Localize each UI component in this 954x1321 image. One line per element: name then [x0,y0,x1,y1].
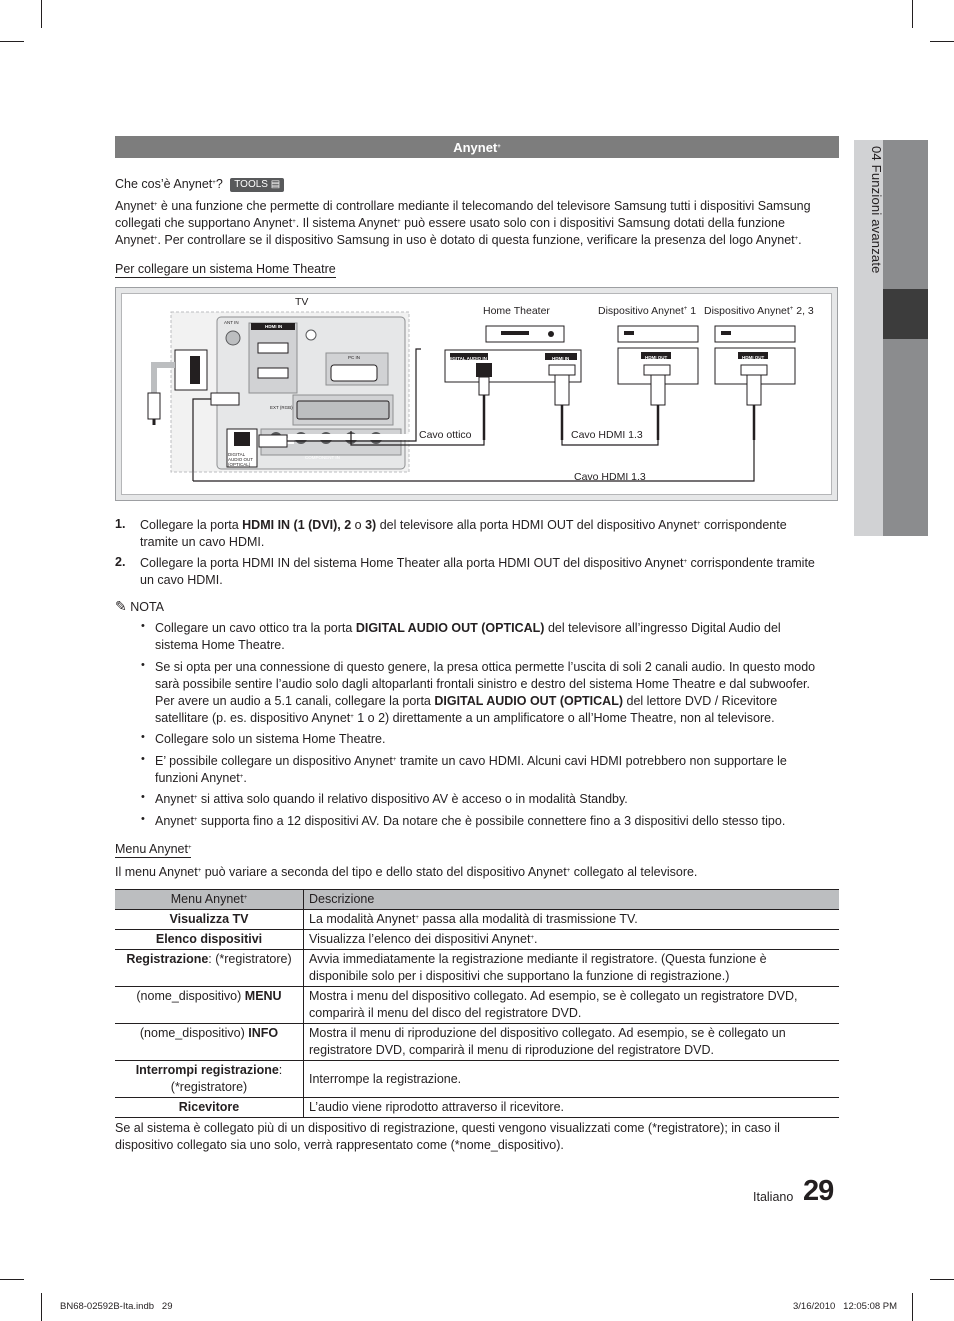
note-item: Collegare solo un sistema Home Theatre. [155,732,386,746]
chapter-label: 04 Funzioni avanzate [869,146,884,274]
tv-hdmi-block [249,323,297,393]
hdmi-plug [148,393,160,419]
note-item: Se si opta per una connessione di questo genere, la presa ottica permette l’uscita di soli 2 canali audio. In questo modo sarà possibile sentire l’audio solo dagli altoparlanti frontali sinistro e destro del sistema Home Theatre e dal subwoofer. Per avere un audio a 5.1 canali, collegare la porta DIGITAL AUDIO OUT (OPTICAL) del lettore DVD / Ricevitore satellitare (p. es. dispositivo Anynet+ 1 o 2) direttamente a un amplificatore o all’Home Theatre, non al televisore. [155,660,816,725]
footer-file: BN68-02592B-Ita.indb 29 [60,1301,173,1312]
page-number: 29 [803,1175,834,1207]
label-device-1: Dispositivo Anynet+ 1 [598,305,697,317]
tools-icon: ▤ [270,179,281,190]
footer-date: 3/16/2010 12:05:08 PM [793,1301,898,1312]
tools-badge: TOOLS ▤ [230,178,284,192]
crop-mark [0,1279,24,1280]
crop-mark [930,1279,954,1280]
closing-text: Se al sistema è collegato più di un dispositivo di registrazione, questi vengono visualizzati come (*registratore); in caso il dispositivo collegato sia uno solo, verrà rappresentato come (*nome_dispositivo). [115,1121,780,1152]
crop-mark [41,0,42,28]
bullet-icon: • [141,753,145,765]
bullet-icon: • [141,731,145,743]
note-heading: ✎ NOTA [115,598,165,614]
hdmi-plug [747,375,761,405]
bullet-icon: • [141,659,145,671]
chapter-tab-marker [883,289,928,339]
bullet-icon: • [141,813,145,825]
crop-mark [0,41,24,42]
tv-port-label-hdmi-in: HDMI IN [265,324,283,329]
crop-mark [930,41,954,42]
table-row: Elenco dispositivi Visualizza l’elenco dei dispositivi Anynet+. [115,930,839,950]
bullet-icon: • [141,791,145,803]
optical-plug [259,435,287,447]
bullet-icon: • [141,620,145,632]
crop-mark [912,1293,913,1321]
table-row: (nome_dispositivo) MENU Mostra i menu del dispositivo collegato. Ad esempio, se è collegato un registratore DVD, comparirà il menu del disco del registratore DVD. [115,987,839,1024]
tv-port-label-ant: ANT IN [224,320,239,325]
hdmi-plug [651,375,665,405]
what-is-heading: Che cos’è Anynet+? TOOLS ▤ [115,177,284,192]
crop-mark [41,1293,42,1321]
label-optical-cable: Cavo ottico [419,429,472,441]
table-row: Interrompi registrazione: (*registratore) Interrompe la registrazione. [115,1061,839,1098]
connect-heading: Per collegare un sistema Home Theatre [115,262,336,276]
table-row: Visualizza TV La modalità Anynet+ passa alla modalità di trasmissione TV. [115,910,839,930]
label-home-theater: Home Theater [483,305,550,317]
footer-language: Italiano [753,1190,794,1204]
hdmi-plug [211,393,239,405]
port-label-digital-audio-in: DIGITAL AUDIO IN [448,356,487,361]
pencil-icon: ✎ [115,598,127,614]
note-item: Collegare un cavo ottico tra la porta DIGITAL AUDIO OUT (OPTICAL) del televisore all’ingresso Digital Audio del sistema Home Theatre. [155,621,781,652]
note-item: Anynet+ supporta fino a 12 dispositivi AV. Da notare che è possibile connettere fino a 3 dispositivi dello stesso tipo. [155,814,786,828]
tv-port-label-optical: DIGITAL AUDIO OUT (OPTICAL) [228,452,253,467]
note-item: E’ possibile collegare un dispositivo Anynet+ tramite un cavo HDMI. Alcuni cavi HDMI potrebbero non supportare le funzioni Anynet+. [155,754,787,785]
step-number: 1. [115,517,126,531]
tv-port-label-component: COMPONENT IN [305,455,340,460]
tv-port-label-ext: EXT (RGB) [270,405,293,410]
label-hdmi-cable-a: Cavo HDMI 1.3 [571,429,643,441]
port-label-hdmi-in: HDMI IN [552,356,570,361]
menu-intro: Il menu Anynet+ può variare a seconda del tipo e dello stato del dispositivo Anynet+ collegato al televisore. [115,865,698,879]
tv-port-label-pc-in: PC IN [348,355,361,360]
note-item: Anynet+ si attiva solo quando il relativo dispositivo AV è acceso o in modalità Standby. [155,792,628,806]
port-label-hdmi-out-1: HDMI OUT [645,355,668,360]
label-tv: TV [295,296,309,308]
hdmi-plug [555,375,569,405]
table-row: Ricevitore L’audio viene riprodotto attraverso il ricevitore. [115,1098,839,1118]
menu-table [115,889,839,1118]
port-label-hdmi-out-2: HDMI OUT [742,355,765,360]
table-header [115,890,839,910]
step-number: 2. [115,555,126,569]
step-1-text: Collegare la porta HDMI IN (1 (DVI), 2 o 3) del televisore alla porta HDMI OUT del dispositivo Anynet+ corrispondente tramite un cavo HDMI. [140,518,787,549]
table-row: Registrazione: (*registratore) Avvia immediatamente la registrazione mediante il registratore. (Questa funzione è disponibile solo per i dispositivi che supportano la funzione di registrazione.) [115,950,839,987]
column-header: Descrizione [304,890,840,910]
column-header: Menu Anynet+ [115,890,304,910]
what-is-text: Anynet+ è una funzione che permette di controllare mediante il telecomando del televisore Samsung tutti i dispositivi Samsung collegati che supportano Anynet+. Il sistema Anynet+ può essere usato solo con i dispositivi Samsung dotati della funzione Anynet+. Per controllare se il dispositivo Samsung in uso è dotato di questa funzione, verificare la presenza del logo Anynet+. [115,199,811,247]
crop-mark [912,0,913,28]
label-hdmi-cable-b: Cavo HDMI 1.3 [574,471,646,483]
step-2-text: Collegare la porta HDMI IN del sistema Home Theater alla porta HDMI OUT del dispositivo Anynet+ corrispondente tramite un cavo HDMI. [140,556,815,587]
menu-heading: Menu Anynet+ [115,842,192,856]
section-title: Anynet+ [115,136,839,158]
label-device-2-3: Dispositivo Anynet+ 2, 3 [704,305,814,317]
table-row: (nome_dispositivo) INFO Mostra il menu di riproduzione del dispositivo collegato. Ad esempio, se è collegato un registratore DVD, comparirà il menu di riproduzione del registratore DVD. [115,1024,839,1061]
